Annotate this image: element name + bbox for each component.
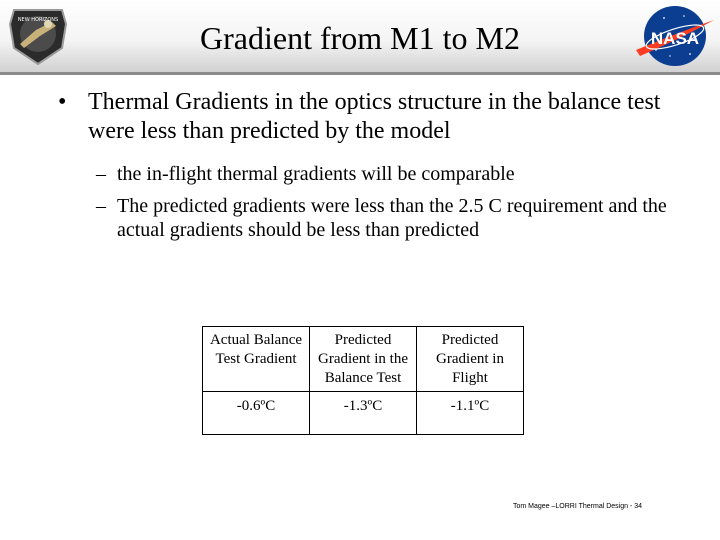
- sub-bullet-dash: –: [96, 163, 106, 185]
- table-header-row: [203, 327, 524, 392]
- bullet-dot: •: [58, 89, 67, 115]
- slide-footer: Tom Magee –LORRI Thermal Design - 34: [513, 503, 643, 510]
- patch-label: NEW HORIZONS: [17, 17, 59, 23]
- sub-bullet-text: the in-flight thermal gradients will be comparable: [117, 163, 515, 185]
- bullet-text: Thermal Gradients in the optics structure in the balance test were less than predicted by the model: [88, 89, 661, 144]
- table-header-cell: Predicted Gradient in Flight: [417, 327, 524, 392]
- page-title: Gradient from M1 to M2: [200, 20, 520, 56]
- header-divider: [0, 72, 720, 75]
- gradient-table: [202, 326, 524, 435]
- sub-bullet-dash: –: [96, 195, 106, 217]
- table-cell: -0.6ºC: [203, 392, 310, 435]
- table-header-cell: Predicted Gradient in the Balance Test: [310, 327, 417, 392]
- table-row: [203, 392, 524, 435]
- sub-bullet-item: [96, 194, 676, 242]
- table-cell: -1.1ºC: [417, 392, 524, 435]
- table-cell: -1.3ºC: [310, 392, 417, 435]
- nasa-wordmark: NASA: [650, 29, 700, 48]
- sub-bullet-item: [96, 162, 676, 186]
- nasa-meatball-logo-icon: [634, 4, 716, 68]
- bullet-item: [58, 88, 668, 146]
- sub-bullet-text: The predicted gradients were less than the 2.5 C requirement and the actual gradients should be less than predicted: [117, 195, 667, 241]
- table-header-cell: Actual Balance Test Gradient: [203, 327, 310, 392]
